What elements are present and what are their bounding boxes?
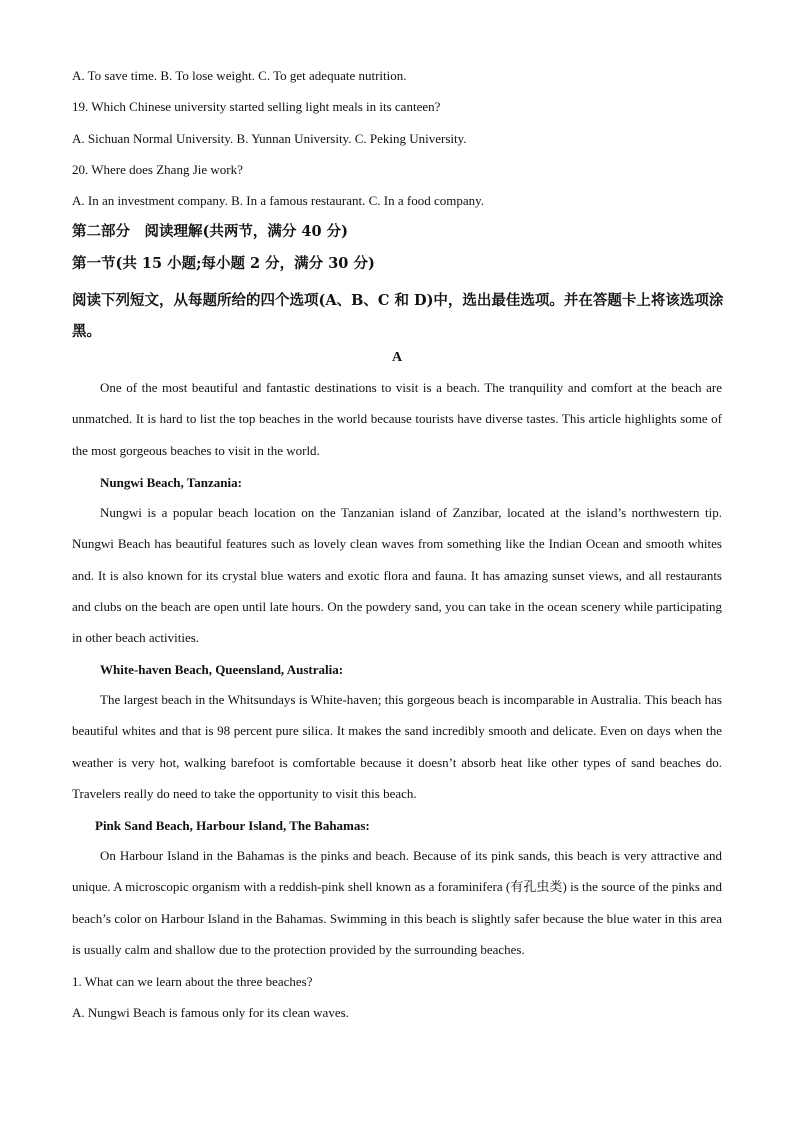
q19-question: 19. Which Chinese university started selling light meals in its canteen?	[72, 99, 441, 114]
beach1-paragraph: Nungwi is a popular beach location on the Tanzanian island of Zanzibar, located at the island’s northwestern tip. Nungwi Beach has beautiful features such as lovely clean waves from something like the Indian Ocean and smooth whites and. It is also known for its crystal blue waters and exotic flora and fauna. It has amazing sunset views, and all restaurants and clubs on the beach are open until late hours. On the powdery sand, you can take in the ocean scenery while participating in other beach activities.	[72, 505, 722, 646]
q19-options: A. Sichuan Normal University. B. Yunnan University. C. Peking University.	[72, 131, 467, 146]
intro-paragraph: One of the most beautiful and fantastic destinations to visit is a beach. The tranquility and comfort at the beach are unmatched. It is hard to list the top beaches in the world because tourists have diverse tastes. This article highlights some of the most gorgeous beaches to visit in the world.	[72, 380, 722, 458]
q20-options: A. In an investment company. B. In a famous restaurant. C. In a food company.	[72, 193, 485, 208]
beach2-paragraph: The largest beach in the Whitsundays is White-haven; this gorgeous beach is incomparable in Australia. This beach has beautiful whites and that is 98 percent pure silica. It makes the sand incredibly smooth and delicate. Even on days when the weather is very hot, walking barefoot is comfortable because it doesn’t absorb heat like other types of sand beaches do. Travelers really do need to take the opportunity to visit this beach.	[72, 692, 722, 801]
part2-heading: 第二部分 阅读理解(共两节，满分 40 分)	[72, 223, 348, 240]
beach3-title: Pink Sand Beach, Harbour Island, The Bahamas:	[95, 818, 370, 833]
beach3-paragraph: On Harbour Island in the Bahamas is the pinks and beach. Because of its pink sands, this beach is very attractive and unique. A microscopic organism with a reddish-pink shell known as a foraminifera (有孔虫类) is the source of the pinks and beach’s color on Harbour Island in the Bahamas. Swimming in this beach is slightly safer because the blue water in this area is usually calm and shallow due to the protection provided by the surrounding beaches.	[72, 848, 722, 957]
beach1-title: Nungwi Beach, Tanzania:	[100, 475, 242, 490]
q18-options: A. To save time. B. To lose weight. C. To get adequate nutrition.	[72, 68, 407, 83]
section1-heading: 第一节(共 15 小题;每小题 2 分，满分 30 分)	[72, 255, 375, 272]
q20-question: 20. Where does Zhang Jie work?	[72, 162, 243, 177]
passage-letter: A	[391, 350, 403, 365]
q1-question: 1. What can we learn about the three beaches?	[72, 974, 313, 989]
q1-option-a: A. Nungwi Beach is famous only for its clean waves.	[72, 1005, 349, 1020]
beach2-title: White-haven Beach, Queensland, Australia:	[100, 662, 344, 677]
instructions: 阅读下列短文，从每题所给的四个选项(A、B、C 和 D)中，选出最佳选项。并在答题卡上将该选项涂黑。	[72, 292, 724, 340]
